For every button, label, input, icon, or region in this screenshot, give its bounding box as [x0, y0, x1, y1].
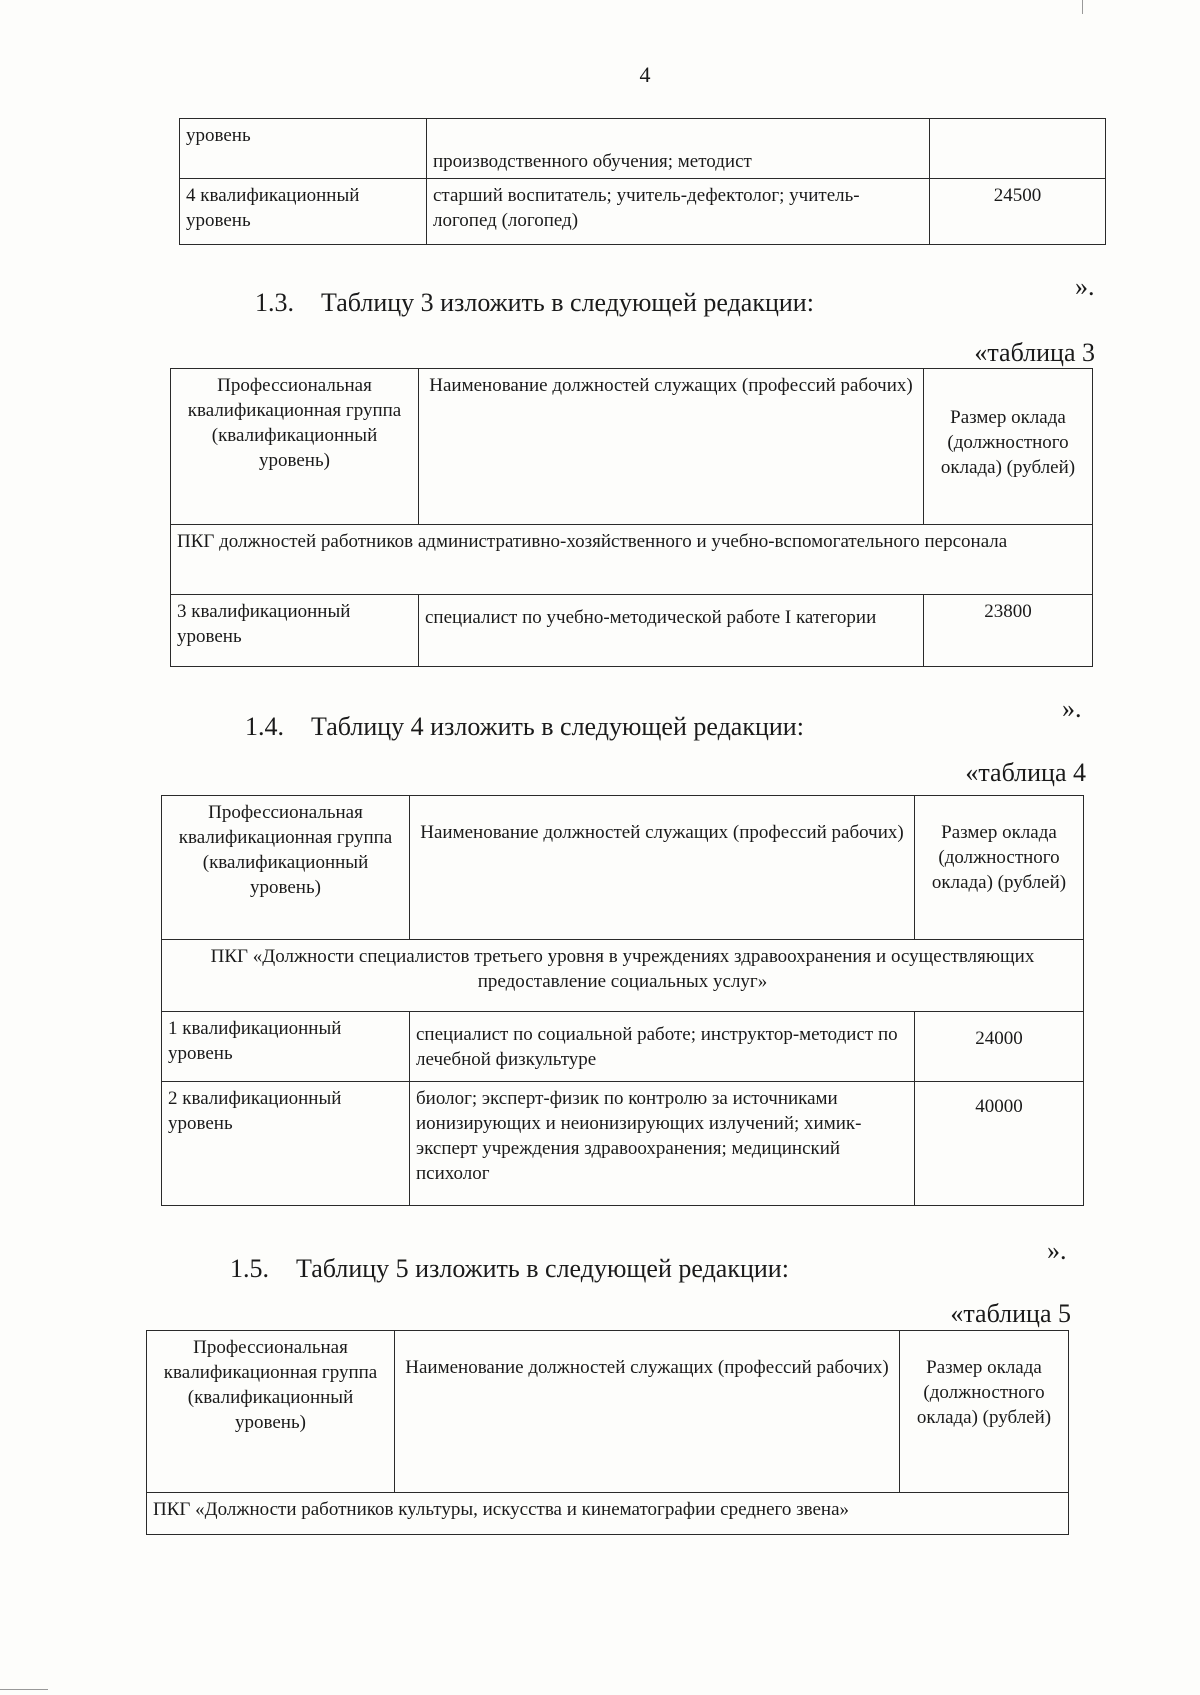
table-header-row: [147, 1331, 1069, 1493]
table-label: «таблица 5: [950, 1299, 1071, 1328]
group-row: [147, 1493, 1069, 1535]
closing-quote: ».: [1062, 694, 1082, 723]
section-text: Таблицу 4 изложить в следующей редакции:: [311, 712, 804, 741]
salary-cell: 24500: [930, 179, 1106, 245]
level-cell: 1 квалификационный уровень: [162, 1012, 410, 1082]
salary-cell: 24000: [915, 1012, 1084, 1082]
table-row: [180, 179, 1106, 245]
level-cell: уровень: [180, 119, 427, 179]
closing-quote: ».: [1075, 272, 1095, 301]
section-number: 1.5.: [230, 1254, 269, 1283]
page-number: 4: [639, 62, 651, 87]
section-heading-1-4: [245, 712, 804, 742]
section-heading-1-3: [255, 288, 814, 318]
salary-cell: 40000: [915, 1082, 1084, 1206]
table-row: [162, 1012, 1084, 1082]
positions-cell: специалист по учебно-методической работе I категории: [419, 595, 924, 667]
header-group: Профессиональная квалификационная группа (квалификационный уровень): [147, 1331, 395, 1493]
table-label: «таблица 4: [965, 758, 1086, 787]
section-number: 1.3.: [255, 288, 294, 317]
group-title: ПКГ должностей работников административно-хозяйственного и учебно-вспомогательного персонала: [171, 525, 1093, 595]
section-number: 1.4.: [245, 712, 284, 741]
positions-cell: специалист по социальной работе; инструктор-методист по лечебной физкультуре: [410, 1012, 915, 1082]
group-row: [171, 525, 1093, 595]
table-row: [180, 119, 1106, 179]
header-positions: Наименование должностей служащих (профессий рабочих): [410, 796, 915, 940]
salary-cell: 23800: [924, 595, 1093, 667]
scan-edge-mark-bottom: [0, 1689, 48, 1690]
header-group: Профессиональная квалификационная группа (квалификационный уровень): [171, 369, 419, 525]
header-salary: Размер оклада (должностного оклада) (рублей): [915, 796, 1084, 940]
table-header-row: [171, 369, 1093, 525]
group-title: ПКГ «Должности специалистов третьего уровня в учреждениях здравоохранения и осуществляющих предоставление социальных услуг»: [162, 940, 1084, 1012]
section-text: Таблицу 3 изложить в следующей редакции:: [321, 288, 814, 317]
header-salary: Размер оклада (должностного оклада) (рублей): [900, 1331, 1069, 1493]
level-cell: 4 квалификационный уровень: [180, 179, 427, 245]
level-cell: 3 квалификационный уровень: [171, 595, 419, 667]
level-cell: 2 квалификационный уровень: [162, 1082, 410, 1206]
scan-edge-mark: [1082, 0, 1083, 14]
section-heading-1-5: [230, 1254, 789, 1284]
header-group: Профессиональная квалификационная группа (квалификационный уровень): [162, 796, 410, 940]
section-text: Таблицу 5 изложить в следующей редакции:: [296, 1254, 789, 1283]
table-label: «таблица 3: [974, 338, 1095, 367]
table-5: [146, 1330, 1069, 1535]
closing-quote: ».: [1047, 1236, 1067, 1265]
top-table: [179, 118, 1106, 245]
positions-cell: производственного обучения; методист: [427, 119, 930, 179]
header-positions: Наименование должностей служащих (профессий рабочих): [419, 369, 924, 525]
table-row: [171, 595, 1093, 667]
group-row: [162, 940, 1084, 1012]
salary-cell: [930, 119, 1106, 179]
table-4: [161, 795, 1084, 1206]
header-salary: Размер оклада (должностного оклада) (рублей): [924, 369, 1093, 525]
header-positions: Наименование должностей служащих (профессий рабочих): [395, 1331, 900, 1493]
table-header-row: [162, 796, 1084, 940]
positions-cell: старший воспитатель; учитель-дефектолог; учитель-логопед (логопед): [427, 179, 930, 245]
table-row: [162, 1082, 1084, 1206]
table-3: [170, 368, 1093, 667]
group-title: ПКГ «Должности работников культуры, искусства и кинематографии среднего звена»: [147, 1493, 1069, 1535]
positions-cell: биолог; эксперт-физик по контролю за источниками ионизирующих и неионизирующих излучений; химик-эксперт учреждения здравоохранения; медицинский психолог: [410, 1082, 915, 1206]
